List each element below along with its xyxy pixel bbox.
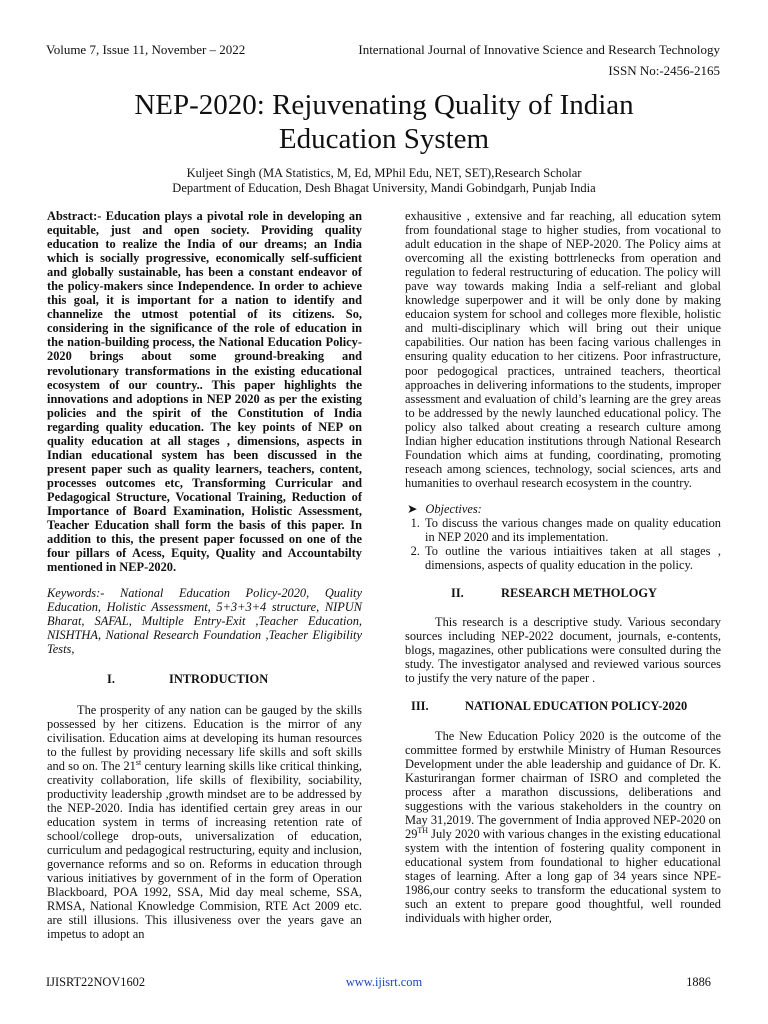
objective-item: 1. To discuss the various changes made on quality education in NEP 2020 and its implementation. (423, 516, 721, 544)
intro-superscript: st (135, 757, 142, 767)
page-number: 1886 (686, 975, 711, 989)
journal-website-link[interactable]: www.ijisrt.com (345, 975, 423, 989)
keywords (47, 586, 362, 656)
arrow-bullet-icon: ➤ (407, 501, 418, 516)
right-column (405, 209, 721, 925)
objective-item: 2. To outline the various intiaitives taken at all stages , dimensions, aspects of quality education in the policy. (423, 544, 721, 572)
research-paragraph: This research is a descriptive study. Various secondary sources including NEP-2022 document, journals, e-contents, blogs, magazines, other publications were consulted during the study. The investigator analysed and reviewed various sources to justify the very nature of the paper . (405, 615, 721, 686)
section-title: INTRODUCTION (169, 672, 269, 687)
left-column (47, 209, 362, 941)
author-line: Kuljeet Singh (MA Statistics, M, Ed, MPhil Edu, NET, SET),Research Scholar (186, 166, 582, 180)
intro-continued-paragraph: exhausitive , extensive and far reaching, all education sytem from foundational stage to higher studies, from vocational to adult education in the shape of NEP-2020. The Policy aims at overcoming all the existing bottrlenecks from operation and regulation to federal restructuring of education. The policy will pave way towards making India a self-reliant and global knowledge superpower and it will be only done by making educaion system for school and colleges more flexible, holistic and multi-disciplinary which will bring out their unique capabilities. Our nation has been facing various challenges in ensuring quality education to her citizens. Poor infrastructure, poor pedogogical practices, untrained teachers, theortical approaches in delivering informations to the students, improper assessment and evaluation of child’s learning are the grey areas to be addressed by the newly launched educational policy. The policy also talked about creating a research culture among Indian higher education institutions through National Research Foundation which aims at funding, coordinating, promoting reseach among sciences, technology, social sciences, arts and humanities to overhaul research ecosystem in the country. (405, 209, 721, 490)
author-block (0, 166, 768, 196)
intro-text-1: The prosperity of any nation can be gauged by the skills possessed by her citizens. Education is the mirror of any civilisation. Education aims at developing its human resources to the fullest by providing necessary life skills and soft skills and so on. The 21 (47, 702, 362, 773)
section-heading-nep-2020 (405, 699, 721, 713)
issn-number: ISSN No:-2456-2165 (608, 63, 720, 78)
paper-title (0, 88, 768, 156)
introduction-paragraph (47, 703, 362, 942)
abstract: Abstract:- Education plays a pivotal role in developing an equitable, just and open society. Providing quality education to realize the India of our dreams; an India which is socially progressive, economically self-sufficient and globally sustainable, has been a constant endeavor of the policy-makers since Independence. In order to achieve this goal, it is important for a nation to identify and channelize the utmost potential of its citizens. So, considering in the significance of the role of education in the nation-building process, the National Education Policy-2020 brings about some ground-breaking and revolutionary transformations in the existing educational ecosystem of our country.. This paper highlights the innovations and adoptions in NEP 2020 as per the existing policies and the spirit of the Constitution of India regarding quality education. The key points of NEP on quality education at all stages , dimensions, aspects in Indian educational system has been discussed in the present paper such as quality learners, teachers, content, processes outcomes etc, Transforming Curricular and Pedagogical Structure, Vocational Training, Reduction of Importance of Board Examination, Holistic Assessment, Teacher Education shall form the basis of this paper. In addition to this, the present paper focussed on one of the four pillars of Acess, Equity, Quality and Accountabilty mentioned in NEP-2020. (47, 209, 362, 575)
title-line-2: Education System (278, 123, 490, 155)
section-number: III. (411, 699, 429, 714)
volume-issue: Volume 7, Issue 11, November – 2022 (46, 42, 246, 57)
affiliation: Department of Education, Desh Bhagat University, Mandi Gobindgarh, Punjab India (172, 181, 596, 195)
section-title: RESEARCH METHOLOGY (501, 586, 657, 601)
objectives-heading (405, 502, 721, 516)
title-line-1: NEP-2020: Rejuvenating Quality of Indian (134, 89, 634, 121)
nep-superscript: TH (417, 825, 429, 835)
section-number: I. (107, 672, 115, 687)
objectives-label: Objectives: (425, 501, 482, 516)
paper-code: IJISRT22NOV1602 (46, 975, 146, 989)
intro-text-2: century learning skills like critical thinking, creativity collaboration, life skills of flexibility, sociability, productivity leadership ,growth mindset are to be addressed by the NEP-2020. India has identified certain grey areas in our education system in terms of increasing retention rate of school/college drop-outs, universalization of education, curriculum and pedagogical restructuring, equity and inclusion, governance reforms and so on. Reforms in education through various initiatives by government of in the form of Operation Blackboard, POA 1992, SSA, Mid day meal scheme, SSA, RMSA, National Knowledge Commision, RTE Act 2009 etc. are still illusions. This illusiveness over the years gave an impetus to adopt an (47, 758, 362, 942)
objectives-list (405, 516, 721, 572)
keywords-label: Keywords (47, 586, 97, 601)
section-number: II. (451, 586, 464, 601)
section-title: NATIONAL EDUCATION POLICY-2020 (465, 699, 688, 714)
section-heading-introduction (47, 672, 362, 686)
journal-name: International Journal of Innovative Science and Research Technology (358, 42, 720, 57)
nep-text-1: The New Education Policy 2020 is the outcome of the committee formed by erstwhile Ministry of Human Resources Development under the able leadership and guidance of Dr. K. Kasturirangan former chairman of ISRO and completed the process after a marathon discussions, deliberations and suggestions with the various stakeholders in the country on May 31,2019. The government of India approved NEP-2020 on 29 (405, 728, 721, 841)
nep-text-2: July 2020 with various changes in the existing educational system with the intention of fostering quality component in educational system from foundational to higher educational stages of learning. After a long gap of 34 years since NPE-1986,our contry seeks to transform the educational system to such an extent to prepare good thoughtful, well rounded individuals with higher order, (405, 826, 721, 926)
keywords-text: :- National Education Policy-2020, Quality Education, Holistic Assessment, 5+3+3+4 structure, NIPUN Bharat, SAFAL, Multiple Entry-Exit ,Teacher Education, NISHTHA, National Research Foundation ,Teacher Eligibility Tests, (47, 586, 362, 657)
section-heading-research-methology (405, 586, 721, 600)
nep-paragraph (405, 729, 721, 926)
